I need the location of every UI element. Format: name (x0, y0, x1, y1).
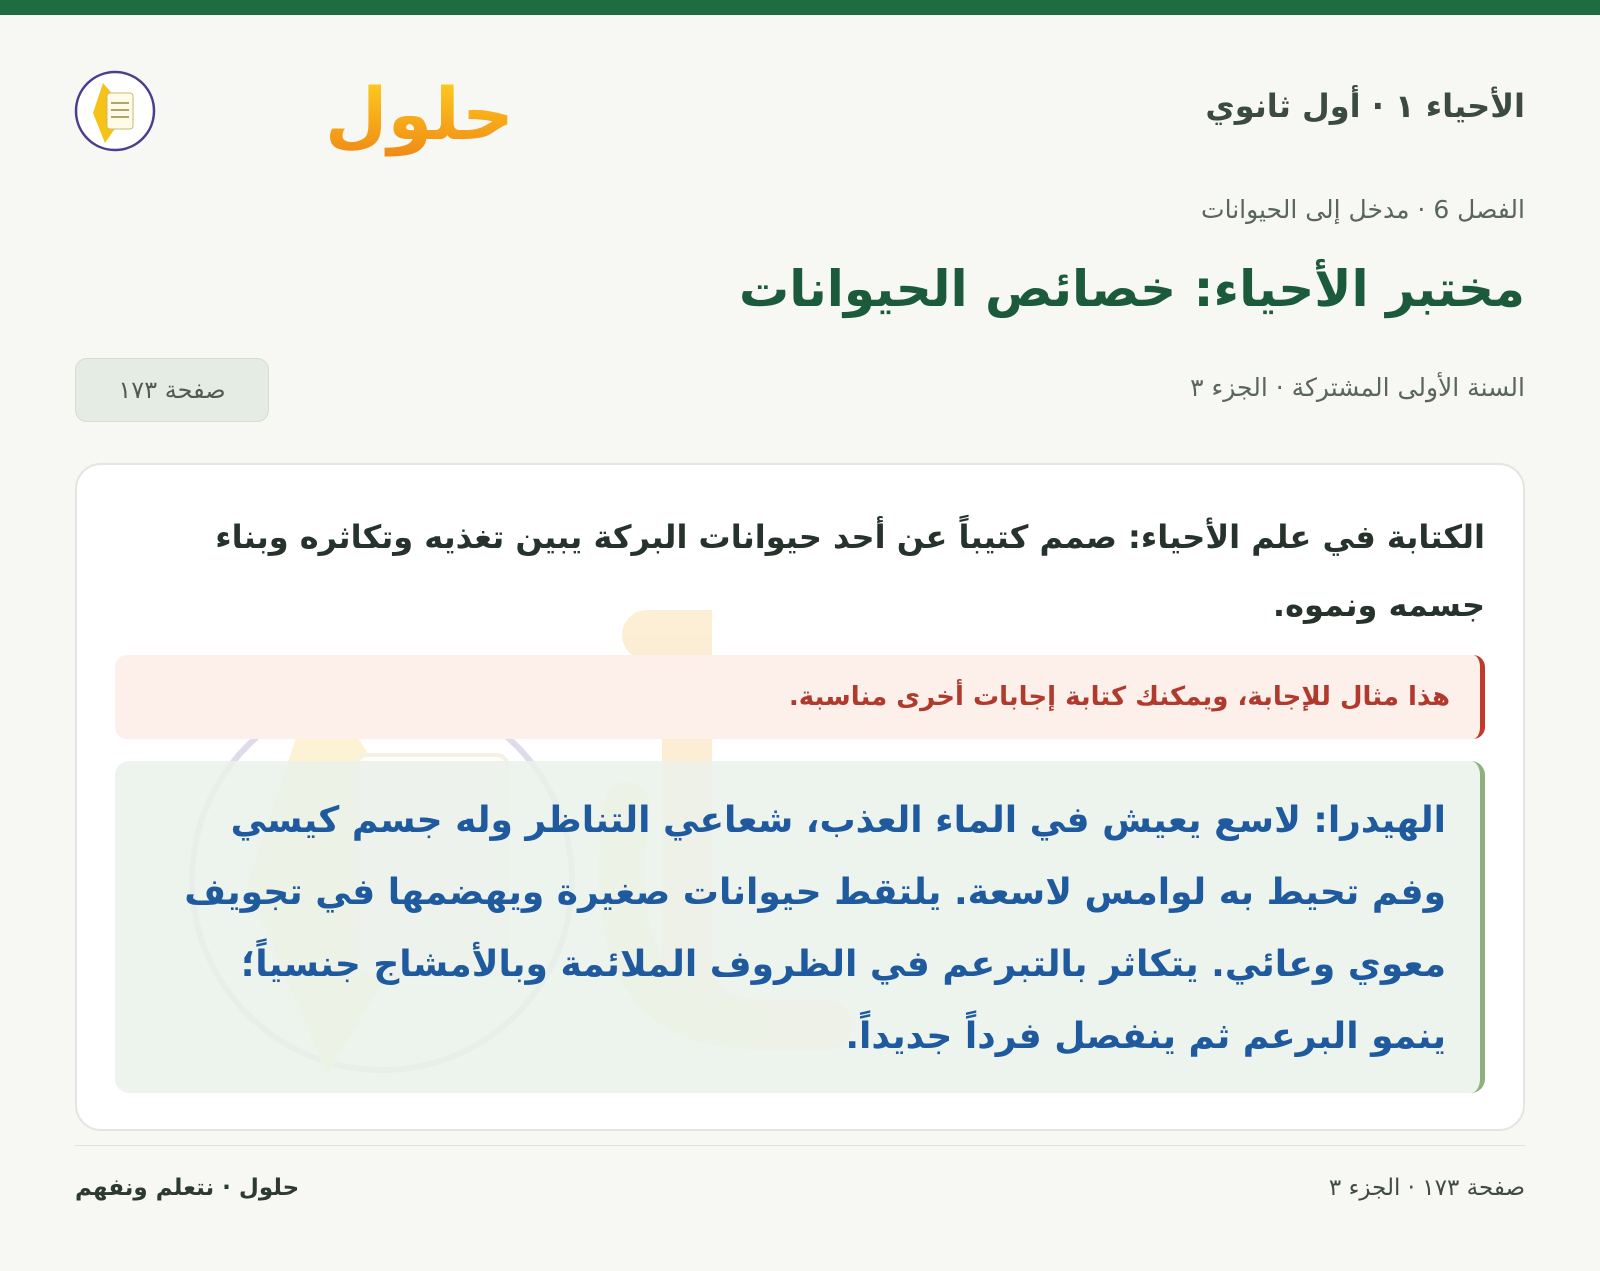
footer-divider (75, 1145, 1525, 1146)
chapter-line: الفصل 6 · مدخل إلى الحيوانات (1201, 195, 1525, 224)
lesson-title: مختبر الأحياء: خصائص الحيوانات (739, 260, 1525, 318)
top-accent-bar (0, 0, 1600, 15)
footer-page-info: صفحة ١٧٣ · الجزء ٣ (1328, 1175, 1525, 1201)
sample-answer-note-text: هذا مثال للإجابة، ويمكنك كتابة إجابات أخرى مناسبة. (788, 682, 1450, 712)
hulul-logo[interactable] (75, 53, 514, 163)
subject-title: الأحياء ١ · أول ثانوي (1205, 87, 1525, 125)
page (75, 15, 1525, 1271)
footer-brand: حلول · نتعلم ونفهم (75, 1175, 300, 1201)
question-text: الكتابة في علم الأحياء: صمم كتيباً عن أحد حيوانات البركة يبين تغذيه وتكاثره وبناء جسمه ونموه. (215, 518, 1485, 624)
answer-text: الهيدرا: لاسع يعيش في الماء العذب، شعاعي التناظر وله جسم كيسي وفم تحيط به لوامس لاسعة. يلتقط حيوانات صغيرة ويهضمها في تجويف معوي وعائي. يتكاثر بالتبرعم في الظروف الملائمة وبالأمشاج جنسياً؛ ينمو البرعم ثم ينفصل فرداً جديداً. (115, 761, 1485, 1093)
meta-line: السنة الأولى المشتركة · الجزء ٣ (1190, 373, 1525, 402)
sample-answer-note (115, 655, 1485, 739)
page-badge: صفحة ١٧٣ (75, 358, 269, 422)
content-card (75, 463, 1525, 1131)
logo-wordmark: حلول (325, 72, 514, 156)
